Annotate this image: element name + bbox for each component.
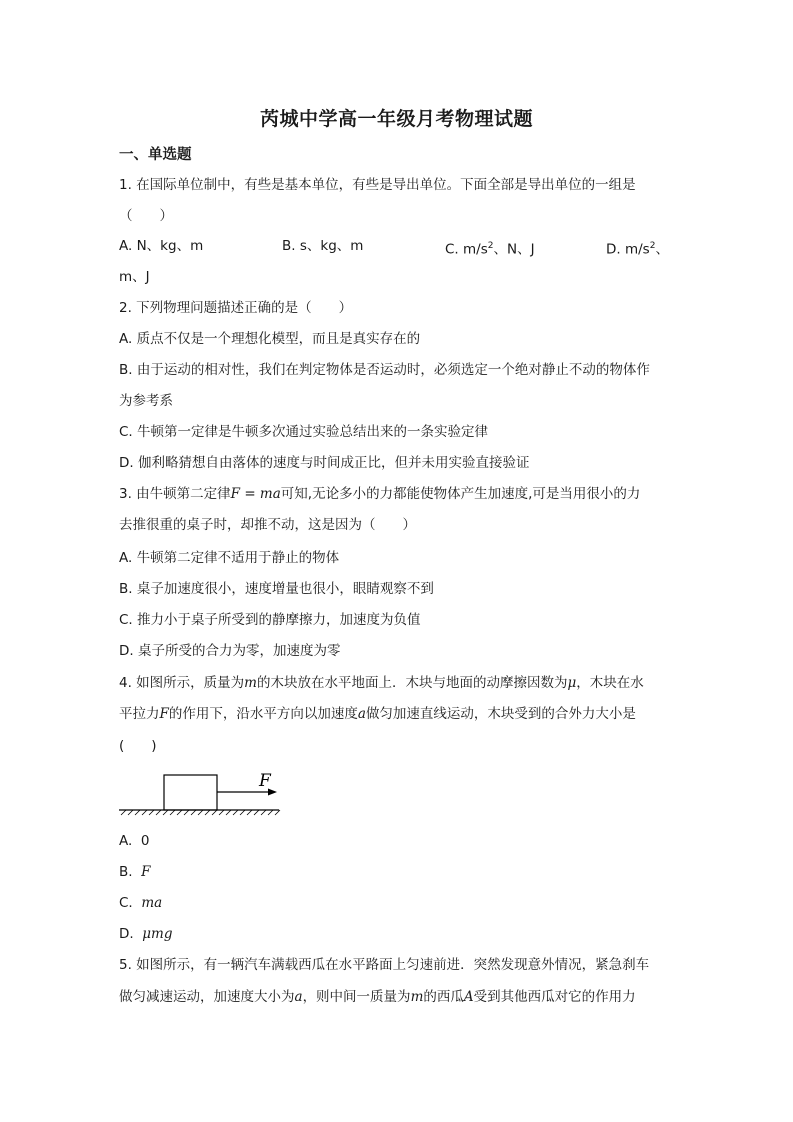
q4-text: 做匀加速直线运动，木块受到的合外力大小是 [365, 706, 636, 722]
q4-var-a: a [357, 706, 366, 722]
q3-option-a: A. 牛顿第二定律不适用于静止的物体 [119, 550, 340, 566]
q4-var-m: m [244, 675, 257, 691]
q4-var-f: F [159, 706, 169, 722]
q3-option-c: C. 推力小于桌子所受到的静摩擦力，加速度为负值 [119, 612, 421, 628]
q5-text: 受到其他西瓜对它的作用力 [473, 989, 636, 1005]
q4-option-a-value: 0 [140, 833, 150, 849]
force-label: F [259, 771, 271, 791]
q3-formula: F = ma [230, 486, 281, 502]
q4-option-b-letter: B. [119, 864, 133, 880]
q5-var-a-watermelon: A [463, 989, 474, 1005]
q4-option-a-letter: A. [119, 833, 133, 849]
q2-option-a: A. 质点不仅是一个理想化模型，而且是真实存在的 [119, 331, 421, 347]
q4-stem-line2 [119, 705, 636, 723]
q3-stem-line2: 去推很重的桌子时，却推不动，这是因为（ ） [119, 517, 416, 533]
q5-stem-line2 [119, 988, 636, 1006]
exam-title: 芮城中学高一年级月考物理试题 [259, 108, 533, 130]
q4-option-d-letter: D. [119, 926, 134, 942]
q2-option-c: C. 牛顿第一定律是牛顿多次通过实验总结出来的一条实验定律 [119, 424, 489, 440]
q2-option-b-line2: 为参考系 [119, 393, 173, 409]
q2-stem: 2. 下列物理问题描述正确的是（ ） [119, 300, 353, 316]
q2-option-b-line1: B. 由于运动的相对性，我们在判定物体是否运动时，必须选定一个绝对静止不动的物体作 [119, 362, 650, 378]
ground-hatching [119, 810, 280, 815]
q4-stem-line1 [119, 674, 644, 692]
q1-option-d-rest: 、 [655, 241, 669, 258]
q5-text: 做匀减速运动，加速度大小为 [119, 989, 295, 1005]
q4-text: 平拉力 [119, 706, 160, 722]
q1-option-d-continued: m、J [119, 269, 150, 285]
wooden-block [164, 775, 217, 810]
q4-text: ，木块在水 [576, 675, 644, 691]
q1-options-row [119, 237, 679, 258]
q4-text: 4. 如图所示，质量为 [119, 675, 245, 691]
q4-option-c-value: ma [141, 895, 163, 911]
q1-option-d-unit: D. m/s [606, 241, 650, 258]
q5-text: ，则中间一质量为 [302, 989, 411, 1005]
q4-option-c-letter: C. [119, 895, 133, 911]
q1-option-c-exponent: 2 [487, 241, 494, 251]
q5-text: 的西瓜 [423, 989, 464, 1005]
q1-stem-line2: （ ） [119, 208, 173, 224]
q4-option-d [119, 925, 173, 943]
q4-stem-line3: ( ) [119, 738, 157, 754]
q4-option-b [119, 863, 151, 881]
q4-text: 的木块放在水平地面上．木块与地面的动摩擦因数为 [256, 675, 568, 691]
q1-option-a: A. N、kg、m [119, 238, 204, 254]
q1-option-d-exponent: 2 [649, 241, 656, 251]
q4-block-diagram [119, 768, 289, 818]
q4-option-c [119, 894, 162, 912]
q3-option-b: B. 桌子加速度很小，速度增量也很小，眼睛观察不到 [119, 581, 434, 597]
q5-stem-line1: 5. 如图所示，有一辆汽车满载西瓜在水平路面上匀速前进．突然发现意外情况，紧急刹车 [119, 957, 650, 973]
q3-stem-pre: 3. 由牛顿第二定律 [119, 486, 231, 502]
q4-option-b-value: F [141, 864, 151, 880]
q4-text: 的作用下，沿水平方向以加速度 [168, 706, 358, 722]
q3-stem-post: 可知,无论多小的力都能使物体产生加速度,可是当用很小的力 [280, 486, 641, 502]
q4-var-mu: μ [567, 675, 577, 691]
q3-stem-line1 [119, 485, 640, 503]
q3-option-d: D. 桌子所受的合力为零，加速度为零 [119, 643, 341, 659]
q1-stem-line1: 1. 在国际单位制中，有些是基本单位，有些是导出单位。下面全部是导出单位的一组是 [119, 177, 636, 193]
q1-option-b: B. s、kg、m [282, 238, 364, 254]
section-heading-single-choice: 一、单选题 [119, 147, 192, 163]
q4-option-d-value: μmg [142, 926, 173, 942]
q5-var-m: m [410, 989, 424, 1005]
q1-option-c-rest: 、N、J [493, 241, 535, 258]
q1-option-c-unit: C. m/s [445, 241, 488, 258]
q1-option-d [606, 237, 669, 259]
q1-option-c [445, 237, 535, 259]
q2-option-d: D. 伽利略猜想自由落体的速度与时间成正比，但并未用实验直接验证 [119, 455, 530, 471]
q4-option-a [119, 832, 149, 850]
q5-var-a: a [294, 989, 303, 1005]
